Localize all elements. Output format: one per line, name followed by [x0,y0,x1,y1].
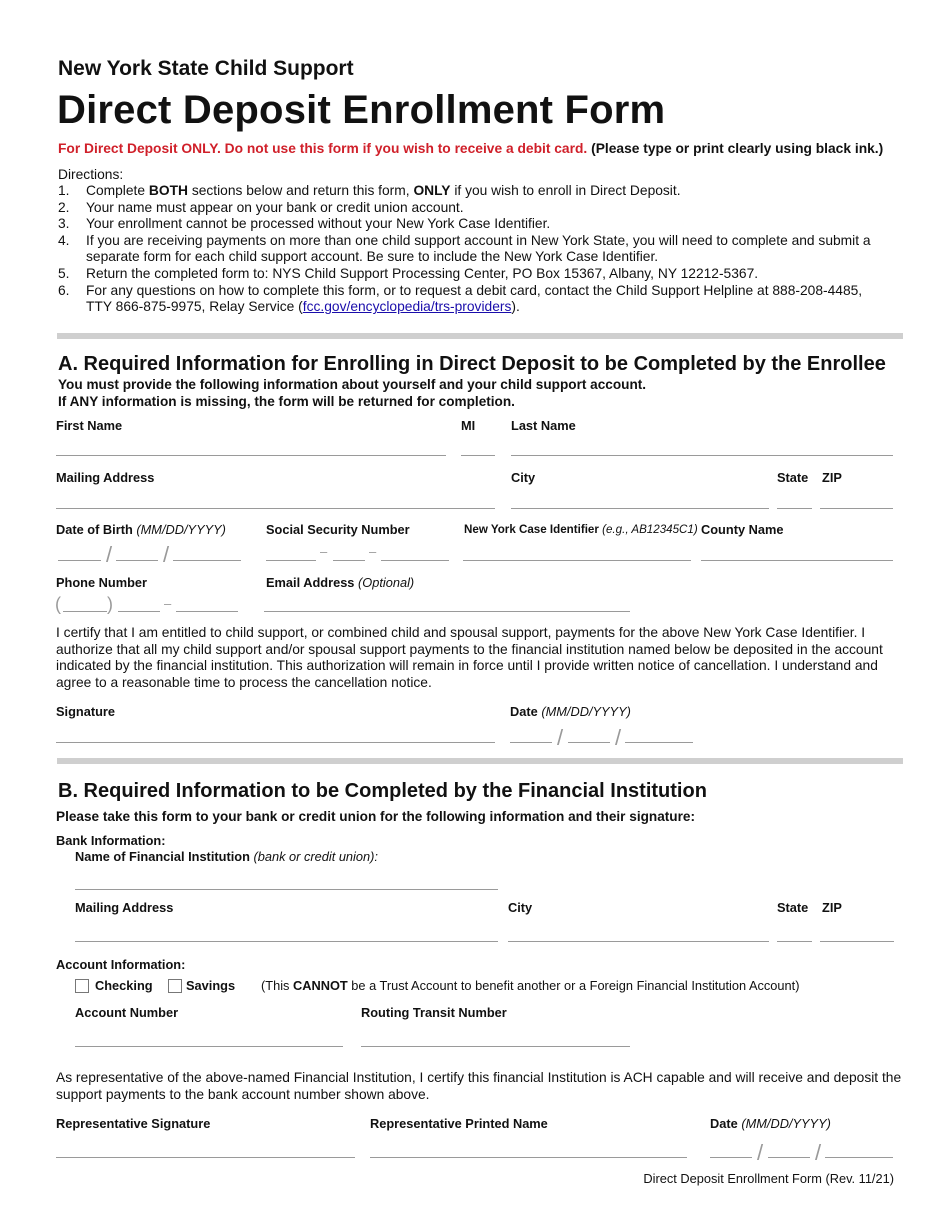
date-slash: / [106,542,113,567]
account-number-field[interactable] [75,1046,343,1047]
direction-item [58,200,888,217]
checking-label: Checking [95,978,153,993]
direction-text: ). [511,299,520,315]
date-slash: / [615,725,622,750]
fi-city-field[interactable] [508,941,769,942]
rep-signature-label: Representative Signature [56,1116,211,1131]
state-field[interactable] [777,508,812,509]
dob-format: (MM/DD/YYYY) [136,522,226,537]
email-optional: (Optional) [358,575,415,590]
city-field[interactable] [511,508,769,509]
mailing-address-label: Mailing Address [56,470,155,485]
form-title: Direct Deposit Enrollment Form [57,88,666,132]
date-slash: / [557,725,564,750]
date-label: Date (MM/DD/YYYY) [510,704,631,719]
phone-dash: – [164,596,172,611]
trs-providers-link[interactable]: fcc.gov/encyclopedia/trs-providers [302,299,512,315]
direction-bold: ONLY [413,183,451,198]
ssn-dash: – [369,544,377,559]
date-slash: / [163,542,170,567]
fi-mailing-address-field[interactable] [75,941,498,942]
sign-day-field[interactable] [568,742,610,743]
direction-item [58,283,888,316]
date-format: (MM/DD/YYYY) [541,704,631,719]
email-label: Email Address (Optional) [266,575,415,590]
section-divider [57,333,903,339]
sign-year-field[interactable] [625,742,693,743]
phone-paren-close: ) [107,594,113,614]
fi-name-label: Name of Financial Institution (bank or credit union): [75,849,378,864]
fi-state-label: State [777,900,809,915]
state-label: State [777,470,809,485]
fi-name-field[interactable] [75,889,498,890]
bank-info-label: Bank Information: [56,833,166,848]
direction-text: For any questions on how to complete this form, or to request a debit card, contact the Child Support Helpline at 888-208-4485, TTY 866-875-9975, Relay Service ( [86,282,863,315]
phone-area-field[interactable] [63,611,107,612]
direction-number: 5. [58,265,70,281]
dob-month-field[interactable] [58,560,101,561]
county-field[interactable] [701,560,893,561]
last-name-label: Last Name [511,418,576,433]
direction-item [58,233,888,266]
dob-label: Date of Birth (MM/DD/YYYY) [56,522,226,537]
section-a-warning: If ANY information is missing, the form will be returned for completion. [58,394,515,409]
savings-label: Savings [186,978,236,993]
mailing-address-field[interactable] [56,508,495,509]
date-slash: / [757,1140,764,1165]
warning-black: (Please type or print clearly using black ink.) [591,141,884,156]
ssn-part2-field[interactable] [333,560,365,561]
rep-date-format: (MM/DD/YYYY) [741,1116,831,1131]
form-revision-footer: Direct Deposit Enrollment Form (Rev. 11/21) [643,1171,894,1186]
case-id-field[interactable] [463,560,691,561]
direction-item [58,216,888,233]
rep-date-label: Date (MM/DD/YYYY) [710,1116,831,1131]
warning-red: For Direct Deposit ONLY. Do not use this form if you wish to receive a debit card. [58,141,588,156]
city-label: City [511,470,536,485]
section-b-subtitle: Please take this form to your bank or credit union for the following information and their signature: [56,809,695,824]
account-info-label: Account Information: [56,957,186,972]
savings-checkbox[interactable] [168,979,182,993]
direction-item [58,266,888,283]
checking-checkbox[interactable] [75,979,89,993]
ssn-label: Social Security Number [266,522,410,537]
direction-number: 6. [58,282,70,298]
first-name-field[interactable] [56,455,446,456]
mi-label: MI [461,418,476,433]
dob-year-field[interactable] [173,560,241,561]
section-a-subtitle: You must provide the following information about yourself and your child support account. [58,377,647,392]
account-type-note: (This CANNOT be a Trust Account to benefit another or a Foreign Financial Institution Account) [261,978,800,993]
fi-zip-field[interactable] [820,941,894,942]
direction-number: 2. [58,199,70,215]
fi-name-hint: (bank or credit union): [253,849,378,864]
ssn-part3-field[interactable] [381,560,449,561]
direction-text: Your name must appear on your bank or credit union account. [86,199,464,215]
case-id-label: New York Case Identifier (e.g., AB12345C1) [464,523,698,536]
routing-number-label: Routing Transit Number [361,1005,507,1020]
phone-label: Phone Number [56,575,148,590]
direction-number: 1. [58,183,70,198]
direction-number: 4. [58,232,70,248]
signature-field[interactable] [56,742,495,743]
fi-city-label: City [508,900,533,915]
directions-label: Directions: [58,167,124,182]
first-name-label: First Name [56,418,123,433]
sign-month-field[interactable] [510,742,552,743]
direction-text: sections below and return this form, [187,183,414,198]
direction-number: 3. [58,216,70,232]
account-number-label: Account Number [75,1005,179,1020]
ssn-dash: – [320,544,328,559]
ssn-part1-field[interactable] [266,560,316,561]
county-label: County Name [701,522,784,537]
section-b-title: B. Required Information to be Completed by the Financial Institution [58,780,707,802]
phone-line-field[interactable] [176,611,238,612]
agency-name: New York State Child Support [58,57,354,80]
direction-text: Return the completed form to: NYS Child Support Processing Center, PO Box 15367, Albany, NY 12212-5367. [86,265,759,281]
direction-text: Complete [86,183,149,198]
direction-bold: BOTH [148,183,188,198]
rep-date-day-field[interactable] [768,1157,810,1158]
direction-text: Your enrollment cannot be processed without your New York Case Identifier. [86,216,551,232]
rep-name-label: Representative Printed Name [370,1116,548,1131]
routing-number-field[interactable] [361,1046,630,1047]
direction-item [58,183,888,200]
phone-prefix-field[interactable] [118,611,160,612]
fi-zip-label: ZIP [822,900,842,915]
representative-certification: As representative of the above-named Financial Institution, I certify this financial Institution is ACH capable and will receive and deposit the support payments to the bank account number shown above. [56,1070,902,1102]
section-a-title: A. Required Information for Enrolling in Direct Deposit to be Completed by the Enrollee [58,353,886,375]
direction-text: If you are receiving payments on more than one child support account in New York State, you will need to complete and submit a separate form for each child support account. Be sure to include the New York Case Identifier. [86,232,871,265]
rep-date-year-field[interactable] [825,1157,893,1158]
warning-line [58,141,883,156]
zip-field[interactable] [820,508,893,509]
rep-name-field[interactable] [370,1157,687,1158]
section-divider [57,758,903,764]
certification-text: I certify that I am entitled to child support, or combined child and spousal support, payments for the above New York Case Identifier. I authorize that all my child support and/or spousal support payments to the financial institution named below be deposited in the account indicated by the financial institution. This authorization will remain in force until I provide written notice of cancellation. I understand and agree to a reasonable time to process the cancellation notice. [56,625,883,690]
direction-text: if you wish to enroll in Direct Deposit. [450,183,681,198]
rep-date-month-field[interactable] [710,1157,752,1158]
date-slash: / [815,1140,822,1165]
last-name-field[interactable] [511,455,893,456]
case-id-example: (e.g., AB12345C1) [602,523,698,536]
fi-state-field[interactable] [777,941,812,942]
fi-mailing-address-label: Mailing Address [75,900,174,915]
zip-label: ZIP [822,470,842,485]
signature-label: Signature [56,704,116,719]
rep-signature-field[interactable] [56,1157,355,1158]
email-field[interactable] [264,611,630,612]
directions-list [58,183,888,316]
phone-paren-open: ( [55,594,61,614]
dob-day-field[interactable] [116,560,158,561]
mi-field[interactable] [461,455,495,456]
